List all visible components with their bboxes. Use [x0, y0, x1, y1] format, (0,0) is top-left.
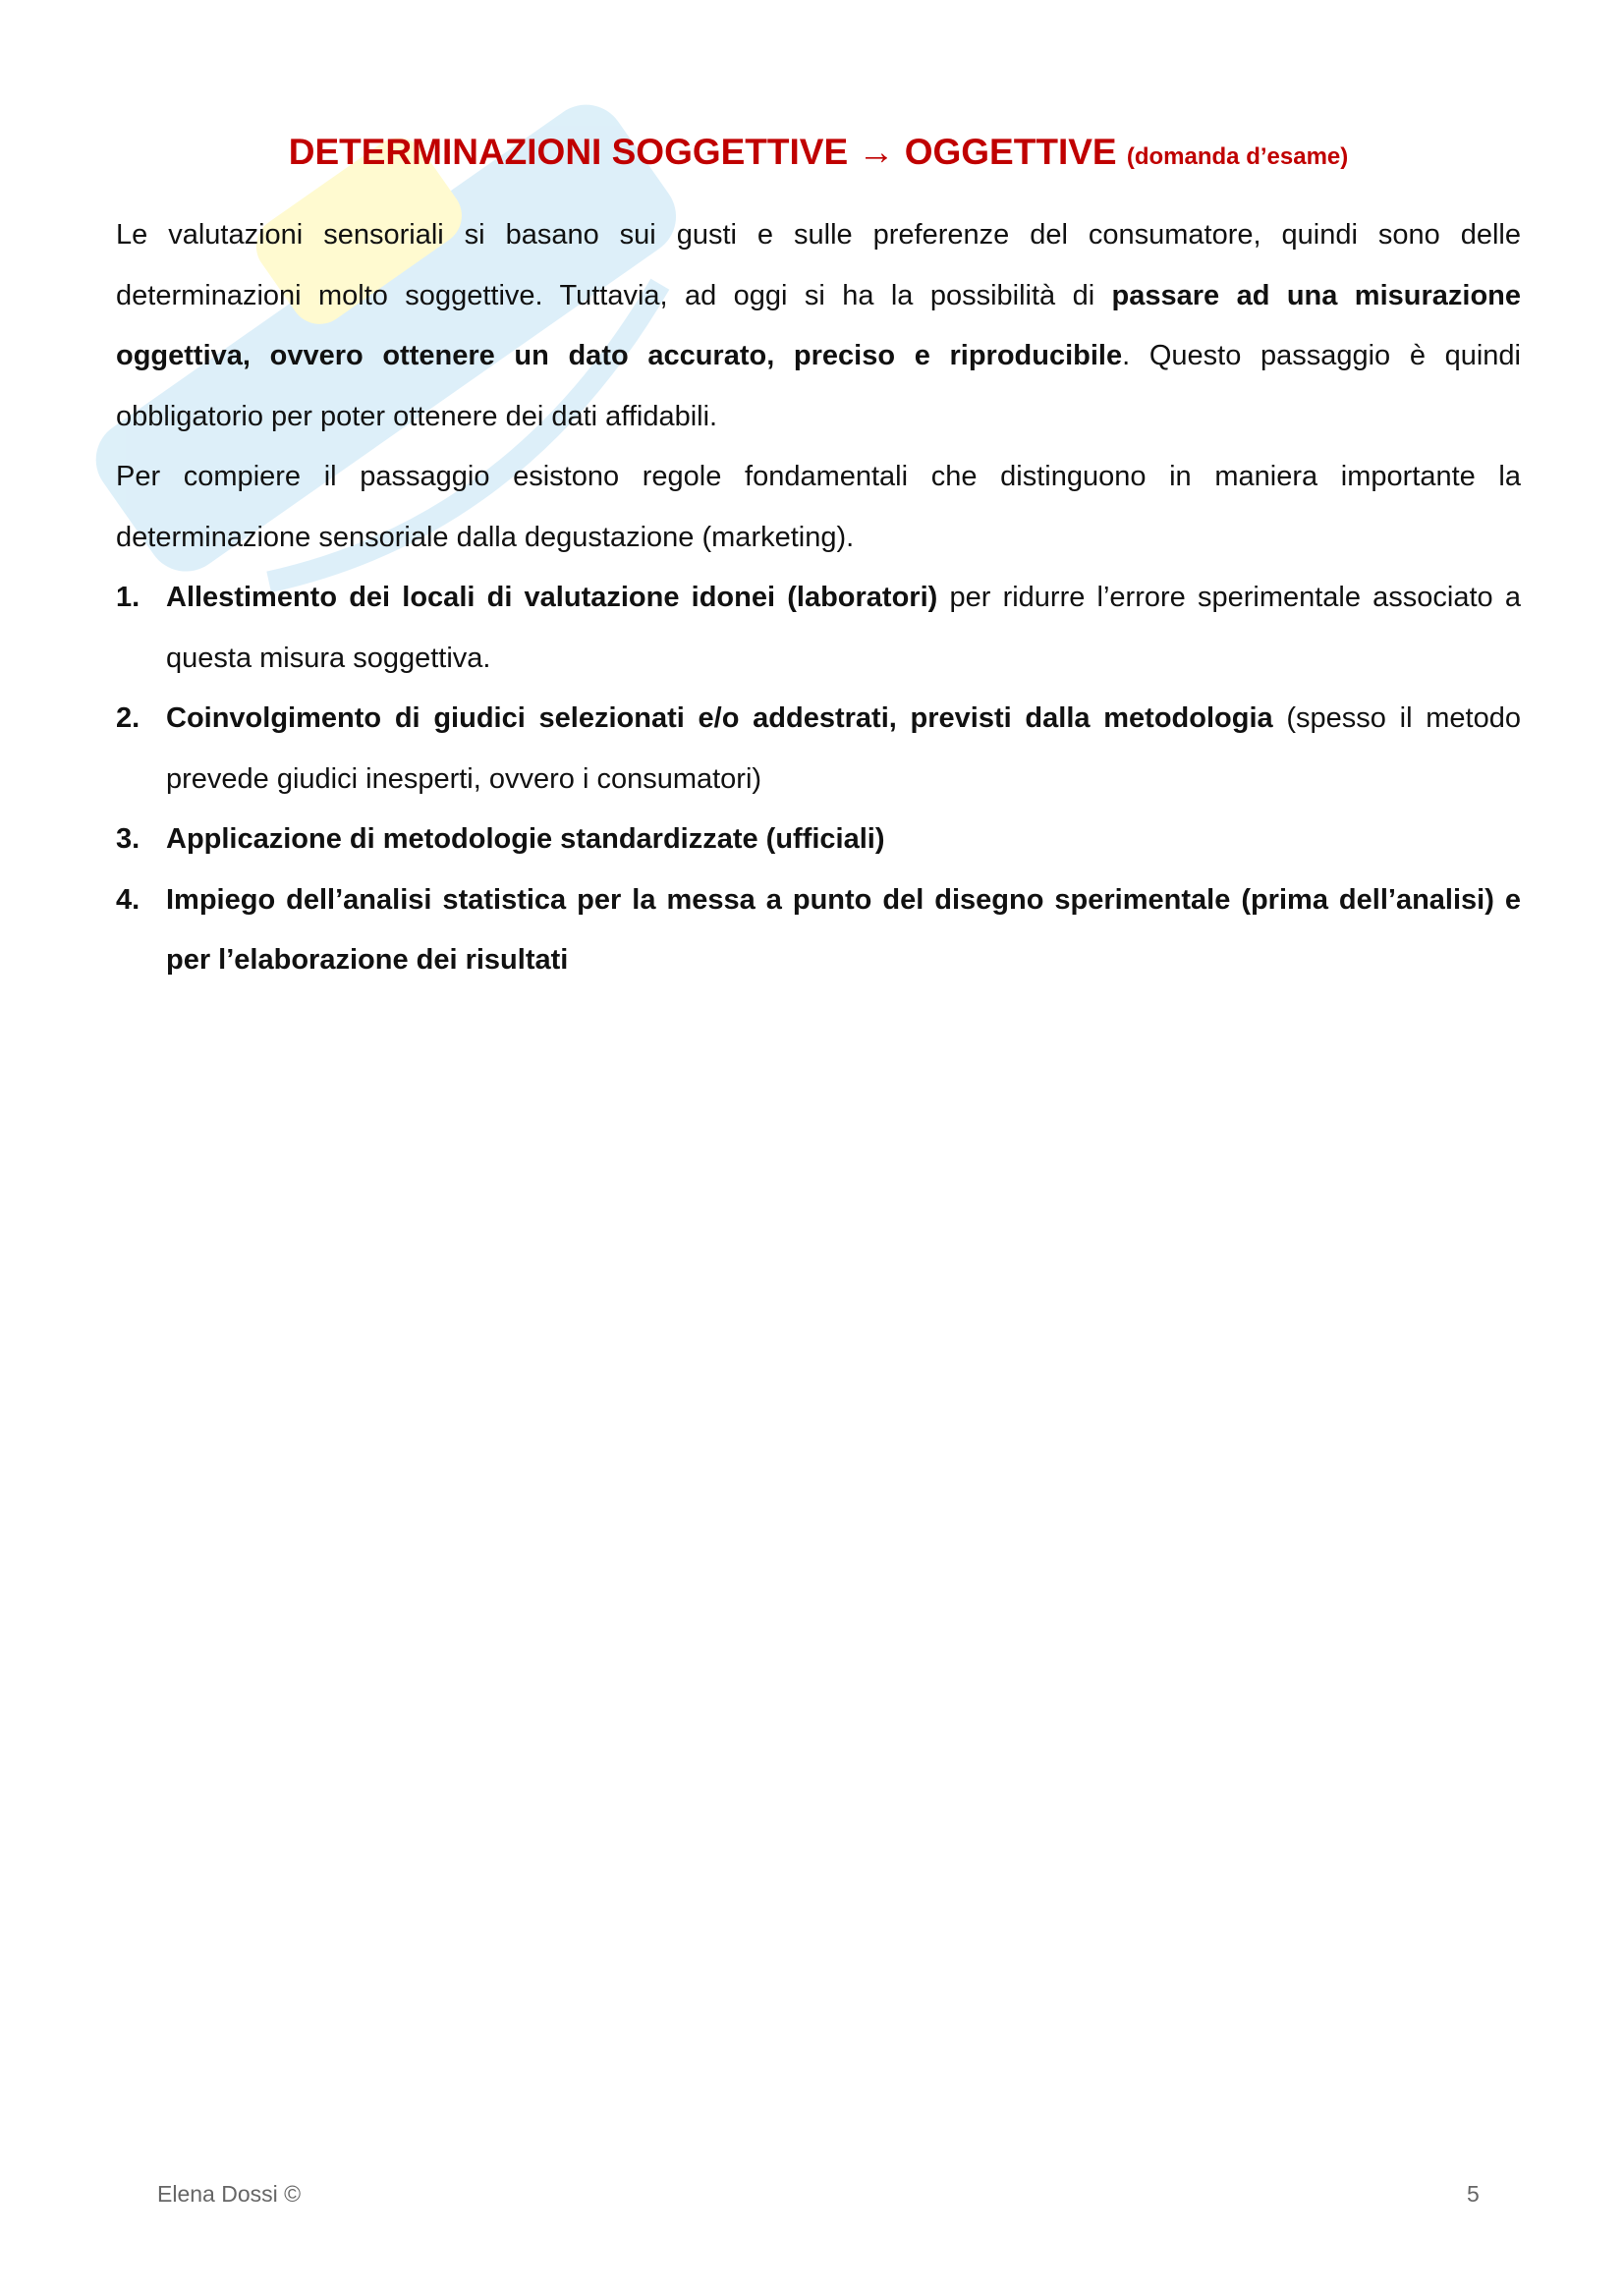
- page-title: [116, 118, 1521, 192]
- list-item-bold: Allestimento dei locali di valutazione idonei (laboratori): [166, 582, 938, 613]
- title-part2: OGGETTIVE: [904, 132, 1117, 172]
- list-item-number: 4.: [116, 883, 140, 916]
- footer-author: Elena Dossi ©: [157, 2181, 302, 2207]
- title-part1: DETERMINAZIONI SOGGETTIVE: [288, 132, 849, 172]
- rules-list: [116, 568, 1521, 991]
- list-item-bold: Coinvolgimento di giudici selezionati e/o addestrati, previsti dalla metodologia: [166, 702, 1273, 734]
- footer-page-number: 5: [1467, 2181, 1480, 2207]
- list-item: [116, 870, 1521, 991]
- list-item-number: 3.: [116, 823, 140, 855]
- list-item-bold: Impiego dell’analisi statistica per la messa a punto del disegno sperimentale (prima dell’analisi) e per l’elaborazione dei risultati: [166, 883, 1521, 976]
- paragraph-intro: [116, 205, 1521, 447]
- document-page: [116, 118, 1521, 991]
- list-item-text: (spesso il metodo prevede giudici inesperti, ovvero i consumatori): [166, 702, 1521, 795]
- list-item-text: per ridurre l’errore sperimentale associato a questa misura soggettiva.: [166, 582, 1521, 674]
- list-item-number: 1.: [116, 582, 140, 613]
- paragraph-intro-bold: passare ad una misurazione oggettiva, ovvero ottenere un dato accurato, preciso e riproducibile: [116, 279, 1521, 371]
- paragraph-rules: Per compiere il passaggio esistono regole fondamentali che distinguono in maniera importante la determinazione sensoriale dalla degustazione (marketing).: [116, 461, 1521, 553]
- paragraph-intro-text1: Le valutazioni sensoriali si basano sui gusti e sulle preferenze del consumatore, quindi sono delle determinazioni molto soggettive. Tuttavia, ad oggi si ha la possibilità di: [116, 219, 1521, 311]
- list-item: [116, 568, 1521, 689]
- list-item-bold: Applicazione di metodologie standardizzate (ufficiali): [166, 823, 885, 855]
- title-note: (domanda d’esame): [1126, 143, 1349, 170]
- list-item: [116, 689, 1521, 810]
- arrow-icon: →: [858, 132, 895, 172]
- paragraph-intro-text2: . Questo passaggio è quindi obbligatorio per poter ottenere dei dati affidabili.: [116, 340, 1521, 432]
- list-item-number: 2.: [116, 702, 140, 734]
- list-item: [116, 810, 1521, 870]
